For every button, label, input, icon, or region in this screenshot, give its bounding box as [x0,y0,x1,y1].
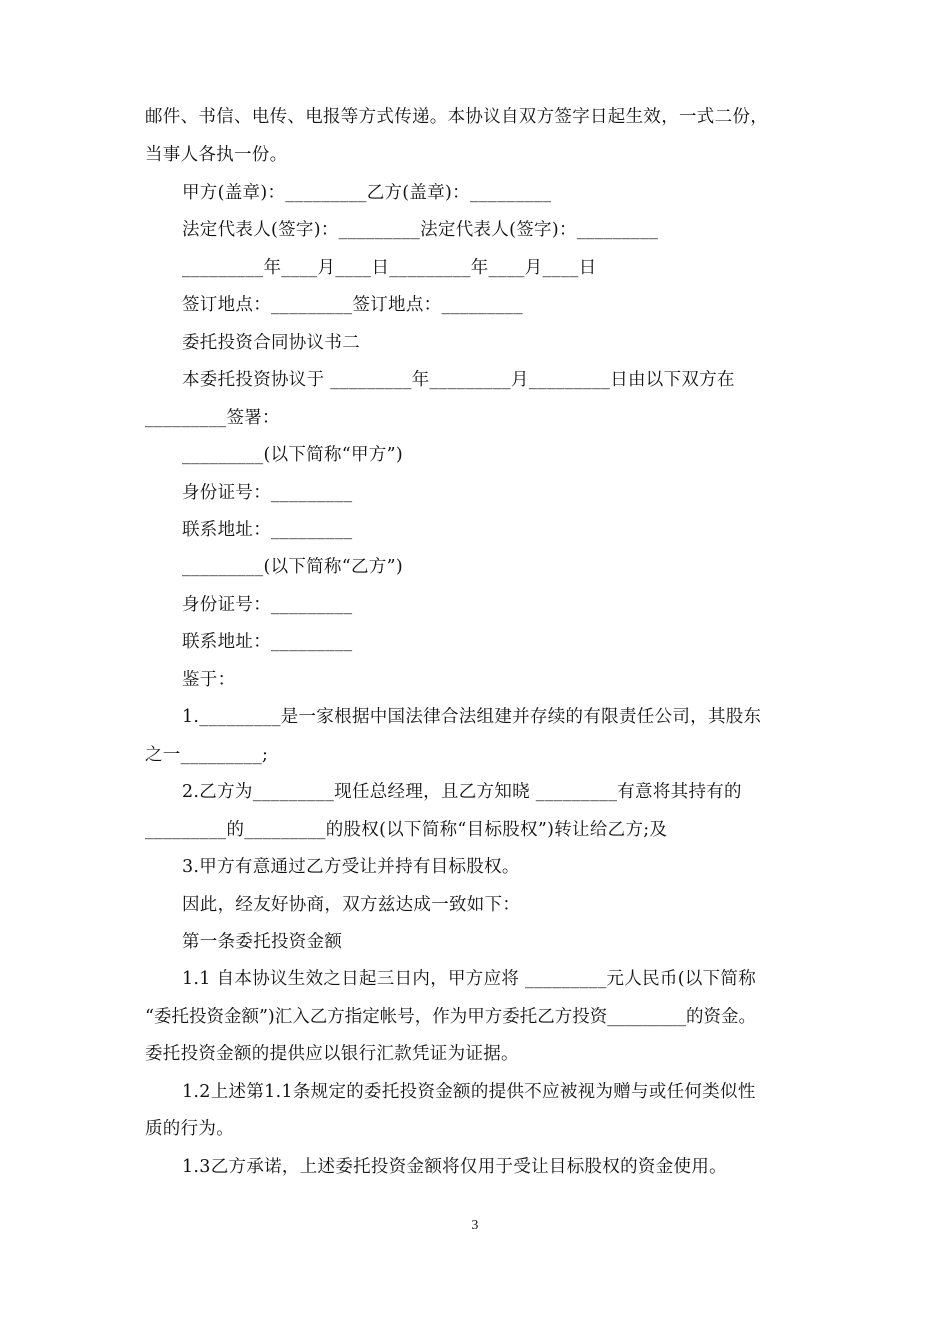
location-line: 签订地点：_________签订地点：_________ [182,295,523,315]
text-line: 本委托投资协议于 _________年_________月_________日由以下双方在 [182,370,735,390]
text-line: 1.3乙方承诺，上述委托投资金额将仅用于受让目标股权的资金使用。 [182,1157,727,1177]
party-line: _________(以下简称“甲方”) [182,445,403,465]
text-line: 1.1 自本协议生效之日起三日内，甲方应将 _________元人民币(以下简称 [182,969,757,989]
text-line: 委托投资金额的提供应以银行汇款凭证为证据。 [145,1044,519,1064]
text-line: 1.2上述第1.1条规定的委托投资金额的提供不应被视为赠与或任何类似性 [182,1082,756,1102]
party-line: _________(以下简称“乙方”) [182,557,403,577]
text-line: 2.乙方为_________现任总经理，且乙方知晓 _________有意将其持有的 [182,782,742,802]
text-line: “委托投资金额”)汇入乙方指定帐号，作为甲方委托乙方投资_________的资金。 [145,1007,756,1027]
page-number: 3 [471,1218,479,1233]
text-line: 3.甲方有意通过乙方受让并持有目标股权。 [182,857,520,877]
text-line: 1._________是一家根据中国法律合法组建并存续的有限责任公司，其股东 [182,707,762,727]
text-line: 鉴于： [182,670,236,690]
id-line: 身份证号：_________ [182,483,353,503]
address-line: 联系地址：_________ [182,632,353,652]
date-line: _________年____月____日_________年____月____日 [182,258,597,278]
signature-line: 法定代表人(签字)：_________法定代表人(签字)：_________ [182,220,659,240]
text-line: _________的_________的股权(以下简称“目标股权”)转让给乙方;及 [145,820,668,840]
signature-line: 甲方(盖章)：_________乙方(盖章)：_________ [182,183,552,203]
text-line: 邮件、书信、电传、电报等方式传递。本协议自双方签字日起生效，一式二份， [145,107,768,127]
text-line: 当事人各执一份。 [145,145,288,165]
id-line: 身份证号：_________ [182,595,353,615]
text-line: 质的行为。 [145,1119,234,1139]
text-line: _________签署： [145,408,280,428]
text-line: 之一_________; [145,745,269,765]
article-title: 第一条委托投资金额 [182,932,343,952]
address-line: 联系地址：_________ [182,520,353,540]
section-title: 委托投资合同协议书二 [182,333,360,353]
text-line: 因此，经友好协商，双方兹达成一致如下： [182,895,521,915]
